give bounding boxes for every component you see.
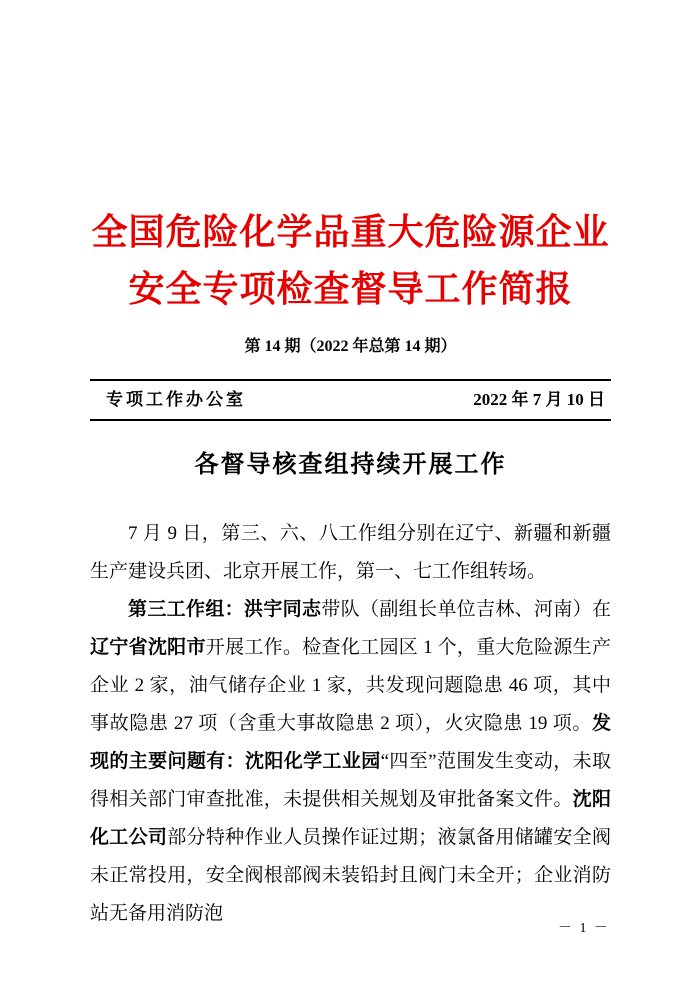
issue-number-line: 第 14 期（2022 年总第 14 期） (244, 338, 457, 355)
paragraph-1 (90, 515, 611, 591)
title-line-1: 全国危险化学品重大危险源企业 (91, 212, 610, 252)
text-run-bold: 第三工作组：洪宇同志 (128, 599, 322, 620)
document-title (90, 204, 611, 318)
text-run: 部分特种作业人员操作证过期；液氯备用储罐安全阀未正常投用，安全阀根部阀未装铅封且阀门未全开；企业消防站无备用消防泡 (90, 827, 611, 924)
title-line-2: 安全专项检查督导工作简报 (128, 269, 573, 309)
section-heading: 各督导核查组持续开展工作 (194, 452, 507, 478)
text-run-bold: 发现的主要问题有：沈阳化学工业园 (90, 713, 611, 772)
masthead-row (90, 379, 611, 421)
body-text (90, 515, 611, 933)
text-run: 7 月 9 日，第三、六、八工作组分别在辽宁、新疆和新疆生产建设兵团、北京开展工作，第一、七工作组转场。 (90, 523, 611, 582)
page-content (90, 0, 611, 933)
text-run: “四至”范围发生变动，未取得相关部门审查批准，未提供相关规划及审批备案文件。 (90, 751, 611, 810)
paragraph-2 (90, 591, 611, 933)
text-run-bold: 沈阳化工公司 (90, 789, 611, 848)
text-run-bold: 辽宁省沈阳市 (90, 637, 206, 658)
page-number: － 1 － (558, 921, 610, 936)
issuing-office: 专项工作办公室 (106, 390, 246, 409)
text-run: 开展工作。检查化工园区 1 个，重大危险源生产企业 2 家，油气储存企业 1 家，共发现问题隐患 46 项，其中事故隐患 27 项（含重大事故隐患 2 项），火灾隐患 19 项。 (90, 637, 611, 734)
text-run: 带队（副组长单位吉林、河南）在 (321, 599, 611, 620)
issue-date: 2022 年 7 月 10 日 (473, 390, 605, 409)
